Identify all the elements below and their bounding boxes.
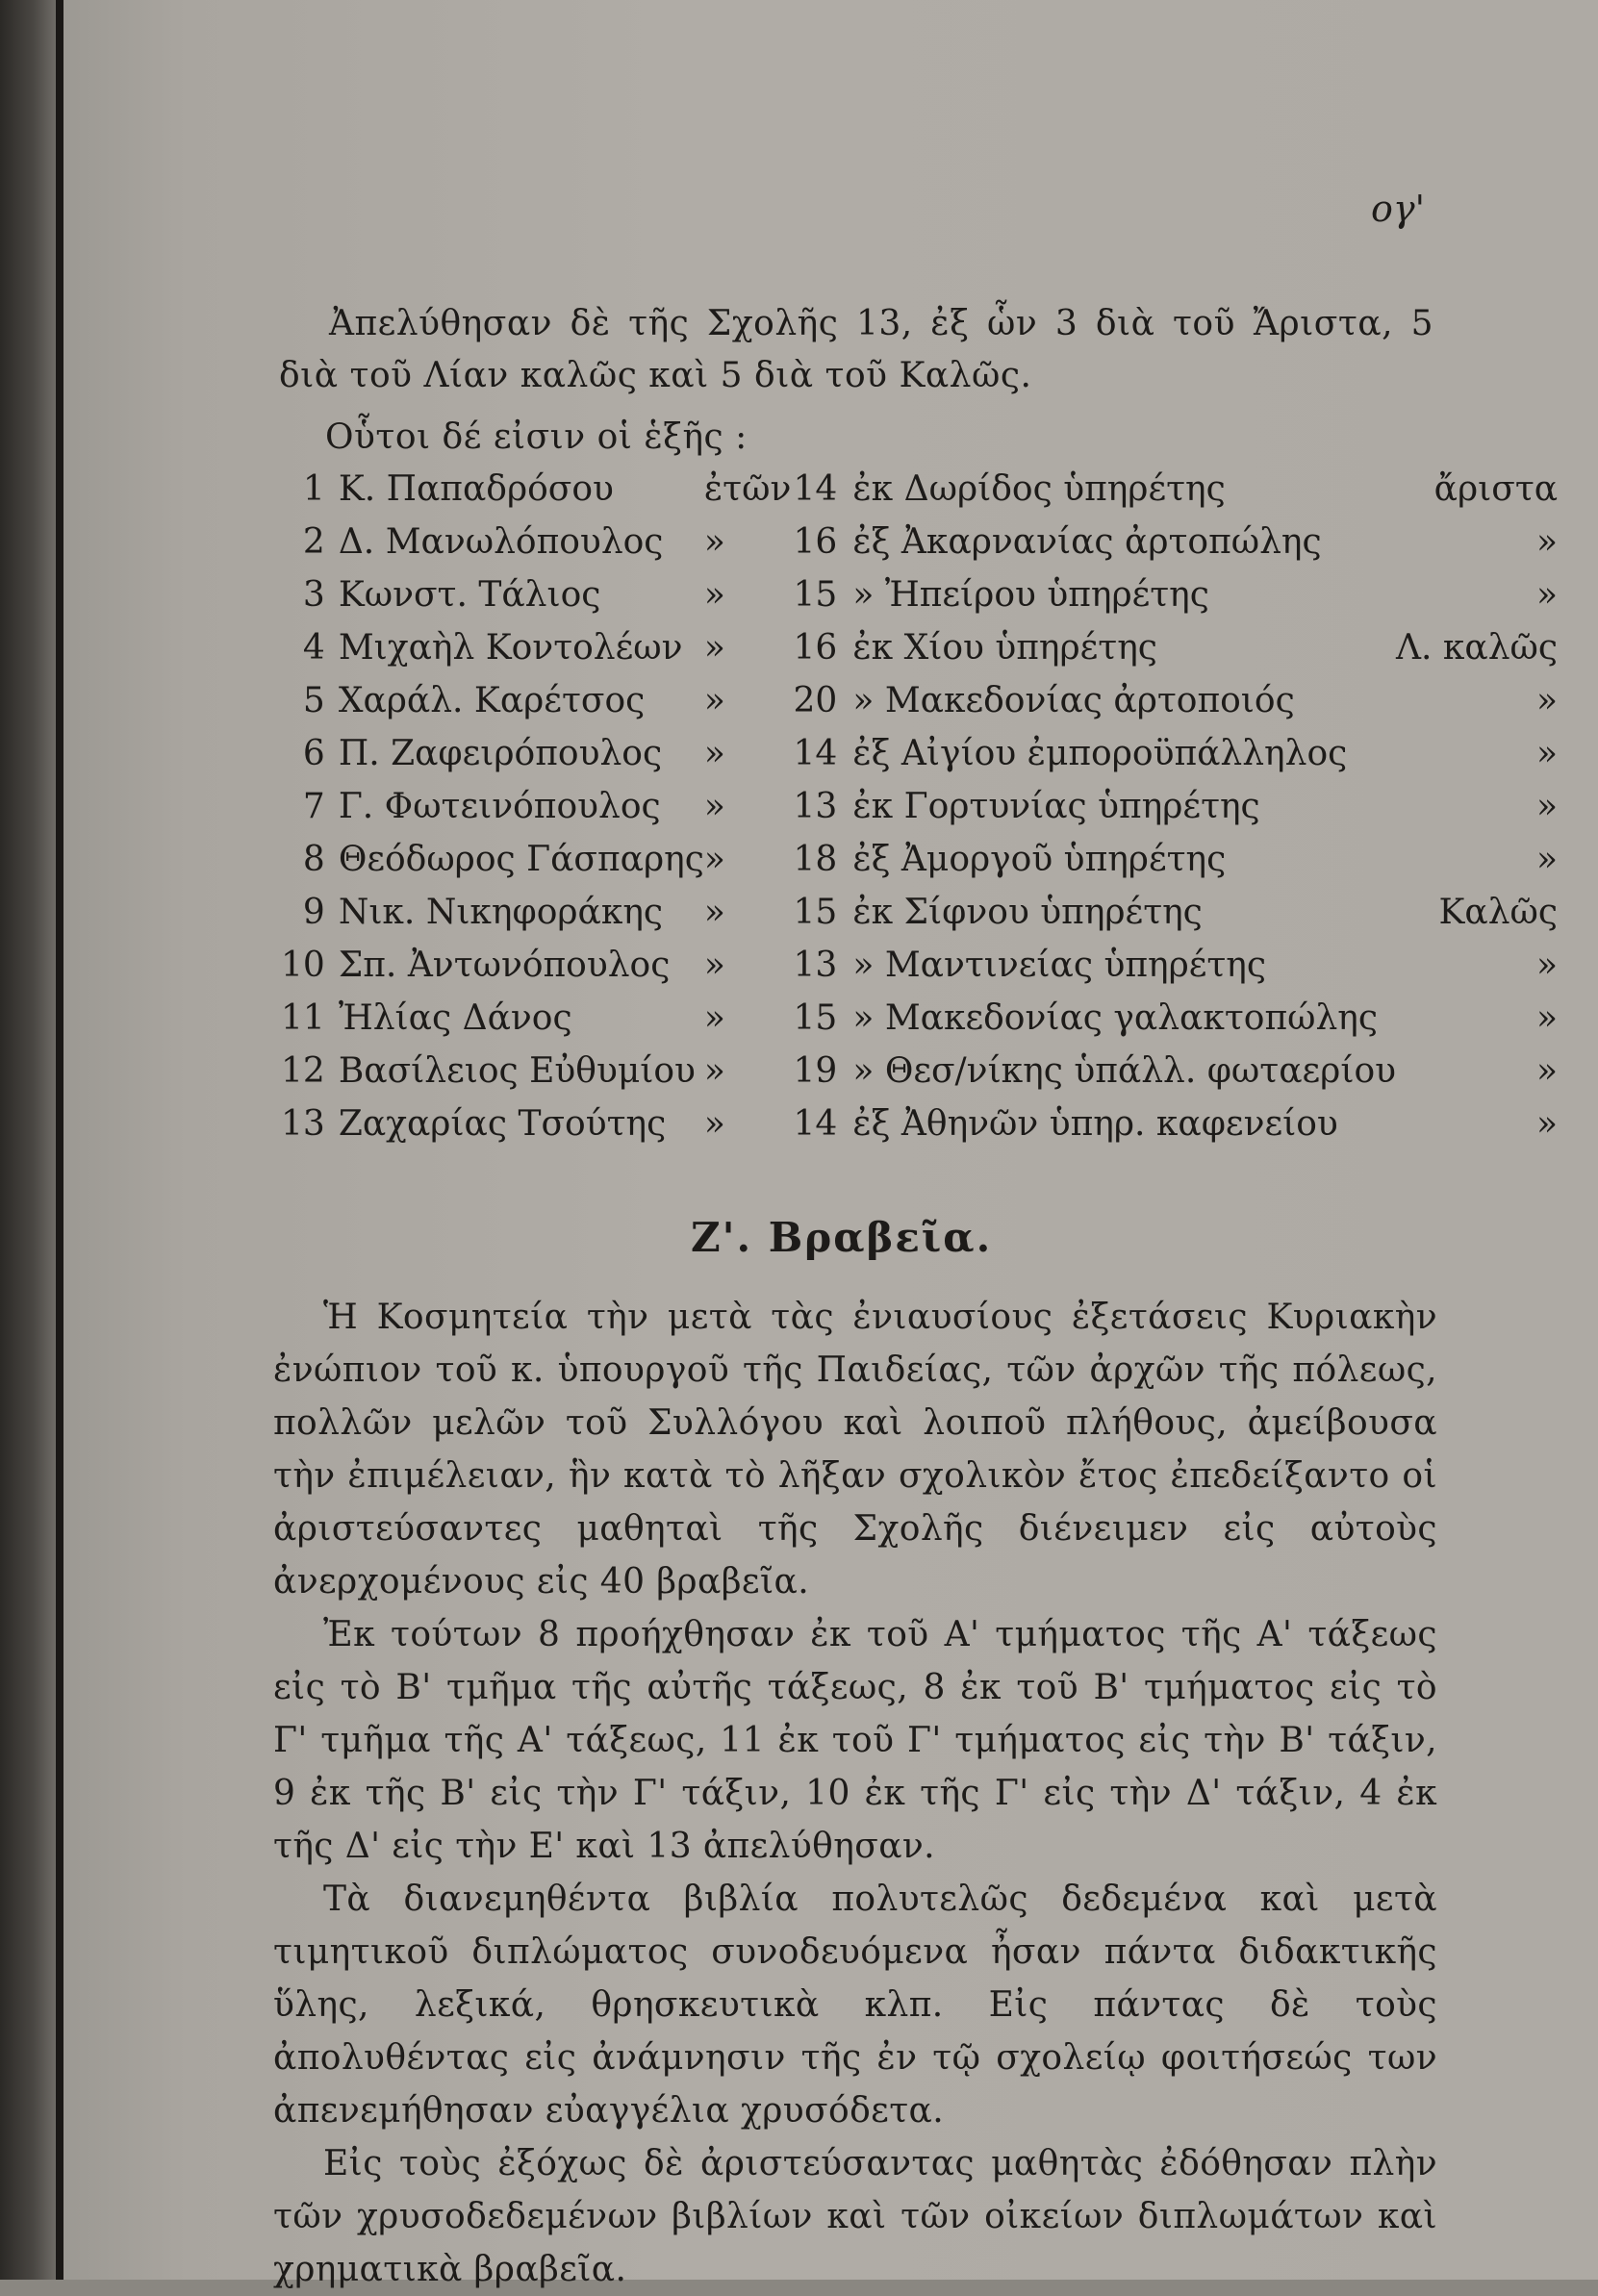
student-age: 15 — [793, 893, 838, 932]
student-name: Σπ. Ἀντωνόπουλος — [338, 946, 671, 985]
paragraph: Ἐκ τούτων 8 προήχθησαν ἐκ τοῦ Α' τμήματος τῆς Α' τάξεως εἰς τὸ Β' τμῆμα τῆς αὐτῆς τάξεως, 8 ἐκ τοῦ Β' τμήματος εἰς τὸ Γ' τμῆμα τῆς Α' τάξεως, 11 ἐκ τοῦ Γ' τμήματος εἰς τὴν Β' τάξιν, 9 ἐκ τῆς Β' εἰς τὴν Γ' τάξιν, 10 ἐκ τῆς Γ' εἰς τὴν Δ' τάξιν, 4 ἐκ τῆς Δ' εἰς τὴν Ε' καὶ 13 ἀπελύθησαν. — [273, 1615, 1437, 1866]
roster-number: 8 — [302, 840, 325, 879]
roster-number: 5 — [302, 681, 325, 720]
roster-number: 9 — [302, 893, 325, 932]
student-age: 18 — [793, 840, 838, 879]
paragraph: Ἡ Κοσμητεία τὴν μετὰ τὰς ἐνιαυσίους ἐξετάσεις Κυριακὴν ἐνώπιον τοῦ κ. ὑπουργοῦ τῆς Παιδείας, τῶν ἀρχῶν τῆς πόλεως, πολλῶν μελῶν τοῦ Συλλόγου καὶ λοιποῦ πλήθους, ἀμείβουσα τὴν ἐπιμέλειαν, ἣν κατὰ τὸ λῆξαν σχολικὸν ἔτος ἐπεδείξαντο οἱ ἀριστεύσαντες μαθηταὶ τῆς Σχολῆς διένειμεν εἰς αὐτοὺς ἀνερχομένους εἰς 40 βραβεῖα. — [273, 1298, 1437, 1602]
age-word: » — [703, 522, 725, 562]
student-name: Βασίλειος Εὐθυμίου — [338, 1051, 696, 1091]
age-word: » — [703, 681, 725, 720]
student-age: 13 — [793, 787, 838, 826]
student-origin: ἐκ Γορτυνίας ὑπηρέτης — [852, 787, 1260, 826]
student-age: 16 — [793, 628, 838, 668]
age-word: » — [703, 893, 725, 932]
table-row — [281, 1098, 1558, 1151]
student-origin: » Μακεδονίας ἀρτοποιός — [852, 681, 1295, 720]
student-origin: » Ἠπείρου ὑπηρέτης — [852, 575, 1209, 615]
roster-number: 13 — [281, 1104, 325, 1144]
student-name: Π. Ζαφειρόπουλος — [338, 734, 663, 773]
student-grade: » — [1536, 734, 1559, 773]
table-row — [281, 887, 1558, 940]
roster-number: 3 — [302, 575, 325, 615]
student-origin: ἐξ Ἀκαρνανίας ἀρτοπώλης — [852, 522, 1322, 562]
age-word: » — [703, 998, 725, 1038]
student-grade: » — [1536, 575, 1559, 615]
student-grade: » — [1536, 998, 1559, 1038]
roster-number: 7 — [302, 787, 325, 826]
graduates-summary: Ἀπελύθησαν δὲ τῆς Σχολῆς 13, ἐξ ὧν 3 διὰ τοῦ Ἄριστα, 5 διὰ τοῦ Λίαν καλῶς καὶ 5 διὰ τοῦ Καλῶς. — [279, 304, 1433, 395]
student-age: 20 — [793, 681, 838, 720]
page-number: ογ' — [1371, 188, 1426, 230]
student-age: 14 — [793, 734, 838, 773]
student-name: Γ. Φωτεινόπουλος — [338, 787, 661, 826]
student-origin: » Θεσ/νίκης ὑπάλλ. φωταερίου — [852, 1051, 1397, 1091]
student-age: 15 — [793, 575, 838, 615]
student-age: 19 — [793, 1051, 838, 1091]
table-row — [281, 993, 1558, 1046]
age-word: » — [703, 575, 725, 615]
age-word: » — [703, 787, 725, 826]
table-row — [281, 517, 1558, 569]
section-title: Ζ'. Βραβεῖα. — [691, 1214, 993, 1261]
student-grade: Καλῶς — [1438, 893, 1559, 932]
student-grade: » — [1536, 1051, 1559, 1091]
paragraph: Τὰ διανεμηθέντα βιβλία πολυτελῶς δεδεμένα καὶ μετὰ τιμητικοῦ διπλώματος συνοδευόμενα ἦσαν πάντα διδακτικῆς ὕλης, λεξικά, θρησκευτικὰ κλπ. Εἰς πάντας δὲ τοὺς ἀπολυθέντας εἰς ἀνάμνησιν τῆς ἐν τῷ σχολείῳ φοιτήσεώς των ἀπενεμήθησαν εὐαγγέλια χρυσόδετα. — [273, 1880, 1437, 2131]
student-age: 14 — [793, 469, 838, 509]
student-name: Κωνστ. Τάλιος — [338, 575, 601, 615]
student-age: 14 — [793, 1104, 838, 1144]
student-origin: ἐκ Δωρίδος ὑπηρέτης — [852, 469, 1226, 509]
roster-number: 10 — [281, 946, 325, 985]
student-name: Μιχαὴλ Κοντολέων — [338, 628, 683, 668]
age-word: » — [703, 1104, 725, 1144]
student-name: Θεόδωρος Γάσπαρης — [338, 840, 704, 879]
student-grade: ἄριστα — [1433, 469, 1559, 509]
roster-number: 12 — [281, 1051, 325, 1091]
awards-text — [273, 1291, 1437, 2296]
book-binding-shadow — [0, 0, 56, 2280]
age-word: ἐτῶν — [703, 469, 792, 509]
roster-number: 2 — [302, 522, 325, 562]
age-word: » — [703, 840, 725, 879]
student-grade: » — [1536, 681, 1559, 720]
student-name: Ἠλίας Δάνος — [338, 998, 572, 1038]
student-grade: » — [1536, 522, 1559, 562]
age-word: » — [703, 1051, 725, 1091]
student-age: 13 — [793, 946, 838, 985]
table-row — [281, 622, 1558, 675]
roster-number: 4 — [302, 628, 325, 668]
table-row — [281, 464, 1558, 517]
table-row — [281, 940, 1558, 993]
student-name: Δ. Μανωλόπουλος — [338, 522, 664, 562]
book-gutter — [56, 0, 63, 2280]
student-grade: » — [1536, 787, 1559, 826]
student-origin: ἐξ Ἀμοργοῦ ὑπηρέτης — [852, 840, 1227, 879]
age-word: » — [703, 946, 725, 985]
table-row — [281, 781, 1558, 834]
student-origin: ἐξ Ἀθηνῶν ὑπηρ. καφενείου — [852, 1104, 1338, 1144]
roster-number: 1 — [302, 469, 325, 509]
roster-number: 11 — [281, 998, 325, 1038]
roster-intro: Οὗτοι δέ εἰσιν οἱ ἑξῆς : — [325, 417, 748, 457]
student-origin: » Μαντινείας ὑπηρέτης — [852, 946, 1267, 985]
student-grade: » — [1536, 946, 1559, 985]
graduates-roster — [281, 464, 1558, 1151]
student-age: 16 — [793, 522, 838, 562]
student-name: Ζαχαρίας Τσούτης — [338, 1104, 667, 1144]
table-row — [281, 675, 1558, 728]
student-age: 15 — [793, 998, 838, 1038]
age-word: » — [703, 734, 725, 773]
table-row — [281, 569, 1558, 622]
table-row — [281, 834, 1558, 887]
student-name: Νικ. Νικηφοράκης — [338, 893, 664, 932]
student-grade: » — [1536, 840, 1559, 879]
table-row — [281, 1046, 1558, 1098]
student-origin: ἐξ Αἰγίου ἐμποροϋπάλληλος — [852, 734, 1348, 773]
table-row — [281, 728, 1558, 781]
roster-number: 6 — [302, 734, 325, 773]
age-word: » — [703, 628, 725, 668]
student-name: Χαράλ. Καρέτσος — [338, 681, 646, 720]
student-origin: ἐκ Σίφνου ὑπηρέτης — [852, 893, 1203, 932]
paragraph: Εἰς τοὺς ἐξόχως δὲ ἀριστεύσαντας μαθητὰς ἐδόθησαν πλὴν τῶν χρυσοδεδεμένων βιβλίων καὶ τῶν οἰκείων διπλωμάτων καὶ χρηματικὰ βραβεῖα. — [273, 2144, 1437, 2289]
student-grade: » — [1536, 1104, 1559, 1144]
student-name: Κ. Παπαδρόσου — [338, 469, 614, 509]
student-origin: ἐκ Χίου ὑπηρέτης — [852, 628, 1157, 668]
student-origin: » Μακεδονίας γαλακτοπώλης — [852, 998, 1379, 1038]
student-grade: Λ. καλῶς — [1396, 628, 1559, 668]
